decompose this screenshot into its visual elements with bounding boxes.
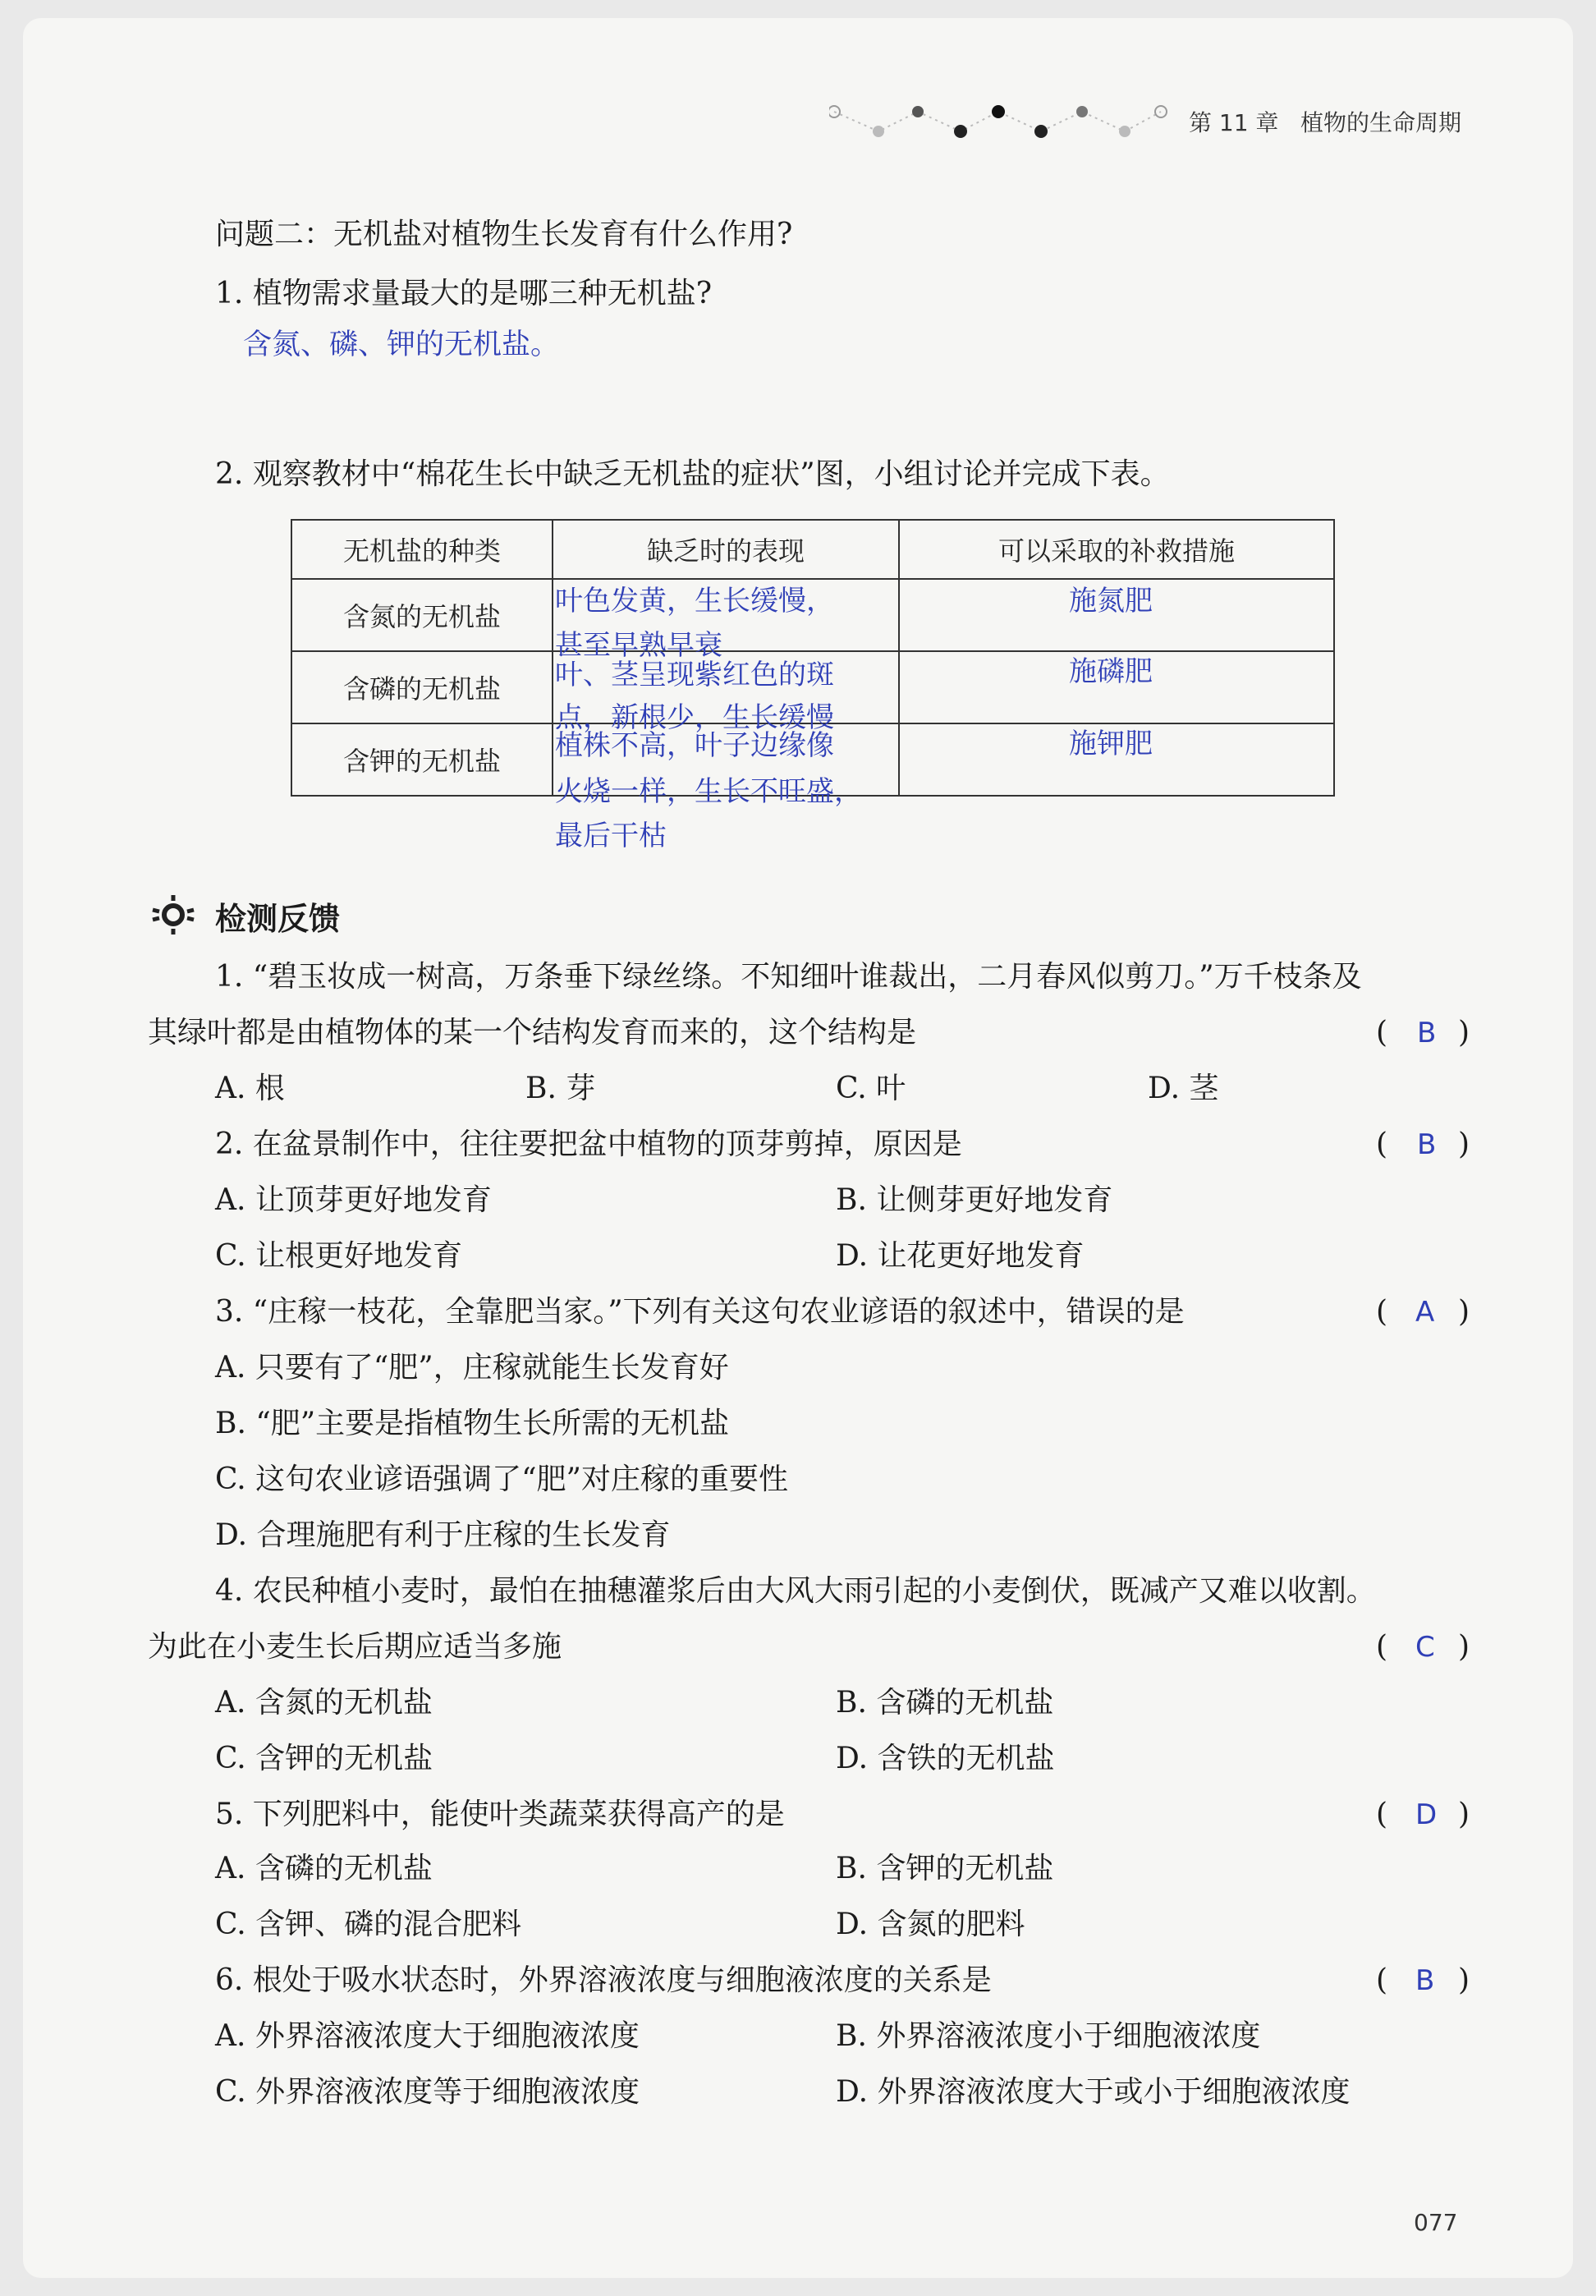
option: D. 合理施肥有利于庄稼的生长发育	[215, 1518, 671, 1552]
option: C. 含钾的无机盐	[215, 1742, 433, 1775]
option: B. 外界溶液浓度小于细胞液浓度	[836, 2019, 1261, 2053]
symptom-answer-line: 最后干枯	[555, 820, 667, 852]
symptom-answer-line: 叶、茎呈现紫红色的斑	[555, 659, 834, 691]
question-stem: 5. 下列肥料中，能使叶类蔬菜获得高产的是	[215, 1798, 785, 1831]
answer-bracket: )	[1458, 1016, 1470, 1049]
remedy-answer: 施氮肥	[1069, 585, 1153, 618]
option: B. 芽	[525, 1072, 596, 1105]
page-number: 077	[1414, 2209, 1458, 2236]
table-cell-type: 含钾的无机盐	[291, 723, 553, 796]
option: D. 让花更好地发育	[836, 1239, 1085, 1273]
option: D. 含氮的肥料	[836, 1908, 1025, 1941]
option: C. 这句农业谚语强调了“肥”对庄稼的重要性	[215, 1463, 788, 1496]
answer-bracket: )	[1458, 1127, 1470, 1161]
answer-bracket: )	[1458, 1630, 1470, 1664]
symptom-answer-line: 火烧一样，生长不旺盛，	[555, 775, 862, 808]
question-stem: 其绿叶都是由植物体的某一个结构发育而来的，这个结构是	[148, 1016, 917, 1049]
question-answer: B	[1417, 1128, 1437, 1161]
symptom-answer-line: 植株不高，叶子边缘像	[555, 729, 834, 762]
answer-bracket: (	[1376, 1630, 1388, 1664]
question-answer: B	[1417, 1017, 1437, 1049]
answer-bracket: (	[1376, 1016, 1388, 1049]
answer-bracket: (	[1376, 1963, 1388, 1997]
question-answer: B	[1415, 1964, 1435, 1997]
problem2-q1-answer: 含氮、磷、钾的无机盐。	[243, 328, 560, 361]
remedy-answer: 施钾肥	[1069, 728, 1153, 760]
question-answer: C	[1415, 1631, 1435, 1664]
option: C. 外界溶液浓度等于细胞液浓度	[215, 2075, 640, 2109]
option: A. 外界溶液浓度大于细胞液浓度	[215, 2019, 640, 2053]
symptom-answer-line: 点，新根少，生长缓慢	[555, 701, 834, 734]
question-answer: A	[1415, 1296, 1435, 1329]
symptom-answer-line: 叶色发黄，生长缓慢，	[555, 585, 834, 618]
table-header-cell: 缺乏时的表现	[553, 520, 899, 579]
option: A. 含磷的无机盐	[215, 1852, 433, 1885]
question-stem: 1. “碧玉妆成一树高，万条垂下绿丝绦。不知细叶谁裁出，二月春风似剪刀。”万千枝条及	[215, 960, 1362, 994]
answer-bracket: )	[1458, 1798, 1470, 1831]
question-stem: 6. 根处于吸水状态时，外界溶液浓度与细胞液浓度的关系是	[215, 1963, 992, 1997]
problem2-q2: 2. 观察教材中“棉花生长中缺乏无机盐的症状”图，小组讨论并完成下表。	[215, 457, 1170, 491]
option: D. 茎	[1148, 1072, 1219, 1105]
problem2-q1: 1. 植物需求量最大的是哪三种无机盐?	[215, 277, 713, 310]
option: A. 让顶芽更好地发育	[215, 1183, 492, 1217]
option: C. 让根更好地发育	[215, 1239, 463, 1273]
option: A. 根	[215, 1072, 285, 1105]
symptom-answer-line: 甚至早熟早衰	[555, 629, 722, 662]
table-cell-type: 含磷的无机盐	[291, 651, 553, 723]
chapter-label: 第 11 章	[1189, 109, 1279, 136]
answer-bracket: (	[1376, 1798, 1388, 1831]
option: A. 只要有了“肥”，庄稼就能生长发育好	[215, 1351, 729, 1384]
table-cell-type: 含氮的无机盐	[291, 579, 553, 651]
answer-bracket: (	[1376, 1295, 1388, 1329]
option: D. 外界溶液浓度大于或小于细胞液浓度	[836, 2075, 1351, 2109]
table-header-row	[291, 520, 1334, 579]
answer-bracket: )	[1458, 1963, 1470, 1997]
chapter-title: 植物的生命周期	[1300, 109, 1462, 136]
option: B. 含钾的无机盐	[836, 1852, 1054, 1885]
remedy-answer: 施磷肥	[1069, 655, 1153, 688]
question-stem: 4. 农民种植小麦时，最怕在抽穗灌浆后由大风大雨引起的小麦倒伏，既减产又难以收割。	[215, 1574, 1376, 1608]
option: A. 含氮的无机盐	[215, 1686, 433, 1720]
answer-bracket: )	[1458, 1295, 1470, 1329]
problem2-title: 问题二：无机盐对植物生长发育有什么作用?	[215, 218, 793, 251]
option: B. 含磷的无机盐	[836, 1686, 1054, 1720]
option: B. 让侧芽更好地发育	[836, 1183, 1113, 1217]
section-title: 检测反馈	[215, 901, 341, 937]
option: C. 含钾、磷的混合肥料	[215, 1908, 522, 1941]
header-dots-decoration	[829, 97, 1174, 146]
option: D. 含铁的无机盐	[836, 1742, 1055, 1775]
option: B. “肥”主要是指植物生长所需的无机盐	[215, 1407, 730, 1440]
table-header-cell: 无机盐的种类	[291, 520, 553, 579]
question-stem: 3. “庄稼一枝花，全靠肥当家。”下列有关这句农业谚语的叙述中，错误的是	[215, 1295, 1185, 1329]
question-stem: 2. 在盆景制作中，往往要把盆中植物的顶芽剪掉，原因是	[215, 1127, 962, 1161]
table-header-cell: 可以采取的补救措施	[899, 520, 1334, 579]
answer-bracket: (	[1376, 1127, 1388, 1161]
option: C. 叶	[836, 1072, 906, 1105]
question-answer: D	[1415, 1798, 1438, 1831]
lens-icon	[149, 893, 197, 936]
question-stem: 为此在小麦生长后期应适当多施	[148, 1630, 562, 1664]
